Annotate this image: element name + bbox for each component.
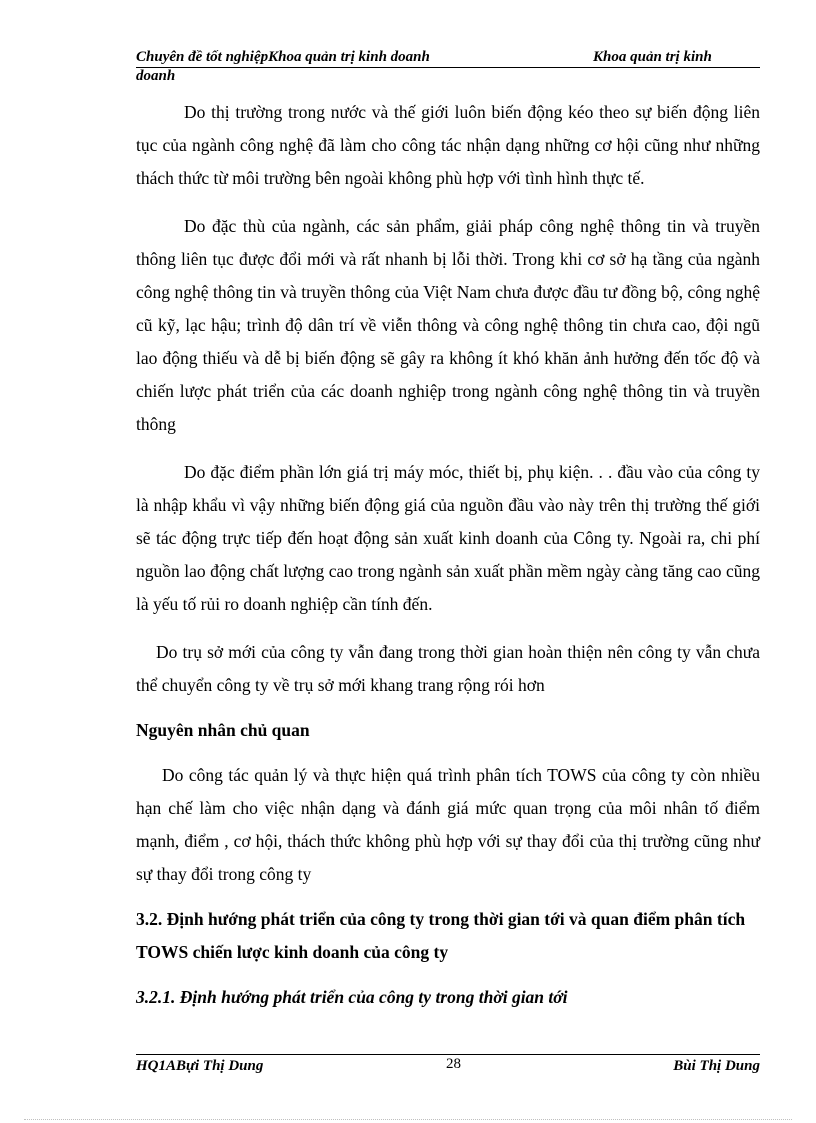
page-number: 28 xyxy=(446,1056,461,1072)
footer-left-text: HQ1ABựi Thị Dung xyxy=(136,1058,264,1074)
section-heading-3-2: 3.2. Định hướng phát triển của công ty trong thời gian tới và quan điểm phân tích TOWS chiến lược kinh doanh của công ty xyxy=(136,909,746,962)
header-wrap-text: doanh xyxy=(136,68,176,84)
document-body xyxy=(136,96,760,1014)
header-right-text: Khoa quản trị kinh xyxy=(593,49,712,65)
subsection-heading-3-2-1: 3.2.1. Định hướng phát triển của công ty trong thời gian tới xyxy=(136,987,568,1007)
paragraph-5: Do công tác quản lý và thực hiện quá trình phân tích TOWS của công ty còn nhiều hạn chế làm cho việc nhận dạng và đánh giá mức quan trọng của môi nhân tố điểm mạnh, điểm , cơ hội, thách thức không phù hợp với sự thay đổi của thị trường cũng như sự thay đổi trong công ty xyxy=(136,765,760,884)
header-rule xyxy=(136,67,760,68)
header-left-text: Chuyên đề tốt nghiệpKhoa quản trị kinh doanh xyxy=(136,49,430,65)
footer-rule xyxy=(136,1054,760,1055)
paragraph-3: Do đặc điểm phần lớn giá trị máy móc, thiết bị, phụ kiện. . . đầu vào của công ty là nhập khẩu vì vậy những biến động giá của nguồn đầu vào này trên thị trường thế giới sẽ tác động trực tiếp đến hoạt động sản xuất kinh doanh của Công ty. Ngoài ra, chi phí nguồn lao động chất lượng cao trong ngành sản xuất phần mềm ngày càng tăng cao cũng là yếu tố rủi ro doanh nghiệp cần tính đến. xyxy=(136,462,760,614)
page-footer xyxy=(136,1056,760,1076)
paragraph-2: Do đặc thù của ngành, các sản phẩm, giải pháp công nghệ thông tin và truyền thông liên tục được đổi mới và rất nhanh bị lỗi thời. Trong khi cơ sở hạ tầng của ngành công nghệ thông tin và truyền thông của Việt Nam chưa được đầu tư đồng bộ, công nghệ cũ kỹ, lạc hậu; trình độ dân trí về viễn thông và công nghệ thông tin chưa cao, đội ngũ lao động thiếu và dễ bị biến động sẽ gây ra không ít khó khăn ảnh hưởng đến tốc độ và chiến lược phát triển của các doanh nghiệp trong ngành công nghệ thông tin và truyền thông xyxy=(136,216,760,434)
subheading-subjective-causes: Nguyên nhân chủ quan xyxy=(136,720,310,740)
paragraph-4: Do trụ sở mới của công ty vẫn đang trong thời gian hoàn thiện nên công ty vẫn chưa thể chuyển công ty về trụ sở mới khang trang rộng rói hơn xyxy=(136,642,760,695)
paragraph-1: Do thị trường trong nước và thế giới luôn biến động kéo theo sự biến động liên tục của ngành công nghệ đã làm cho công tác nhận dạng những cơ hội cũng như những thách thức từ môi trường bên ngoài không phù hợp với tình hình thực tế. xyxy=(136,102,760,188)
page-edge xyxy=(24,1119,792,1120)
footer-right-text: Bùi Thị Dung xyxy=(673,1058,760,1074)
